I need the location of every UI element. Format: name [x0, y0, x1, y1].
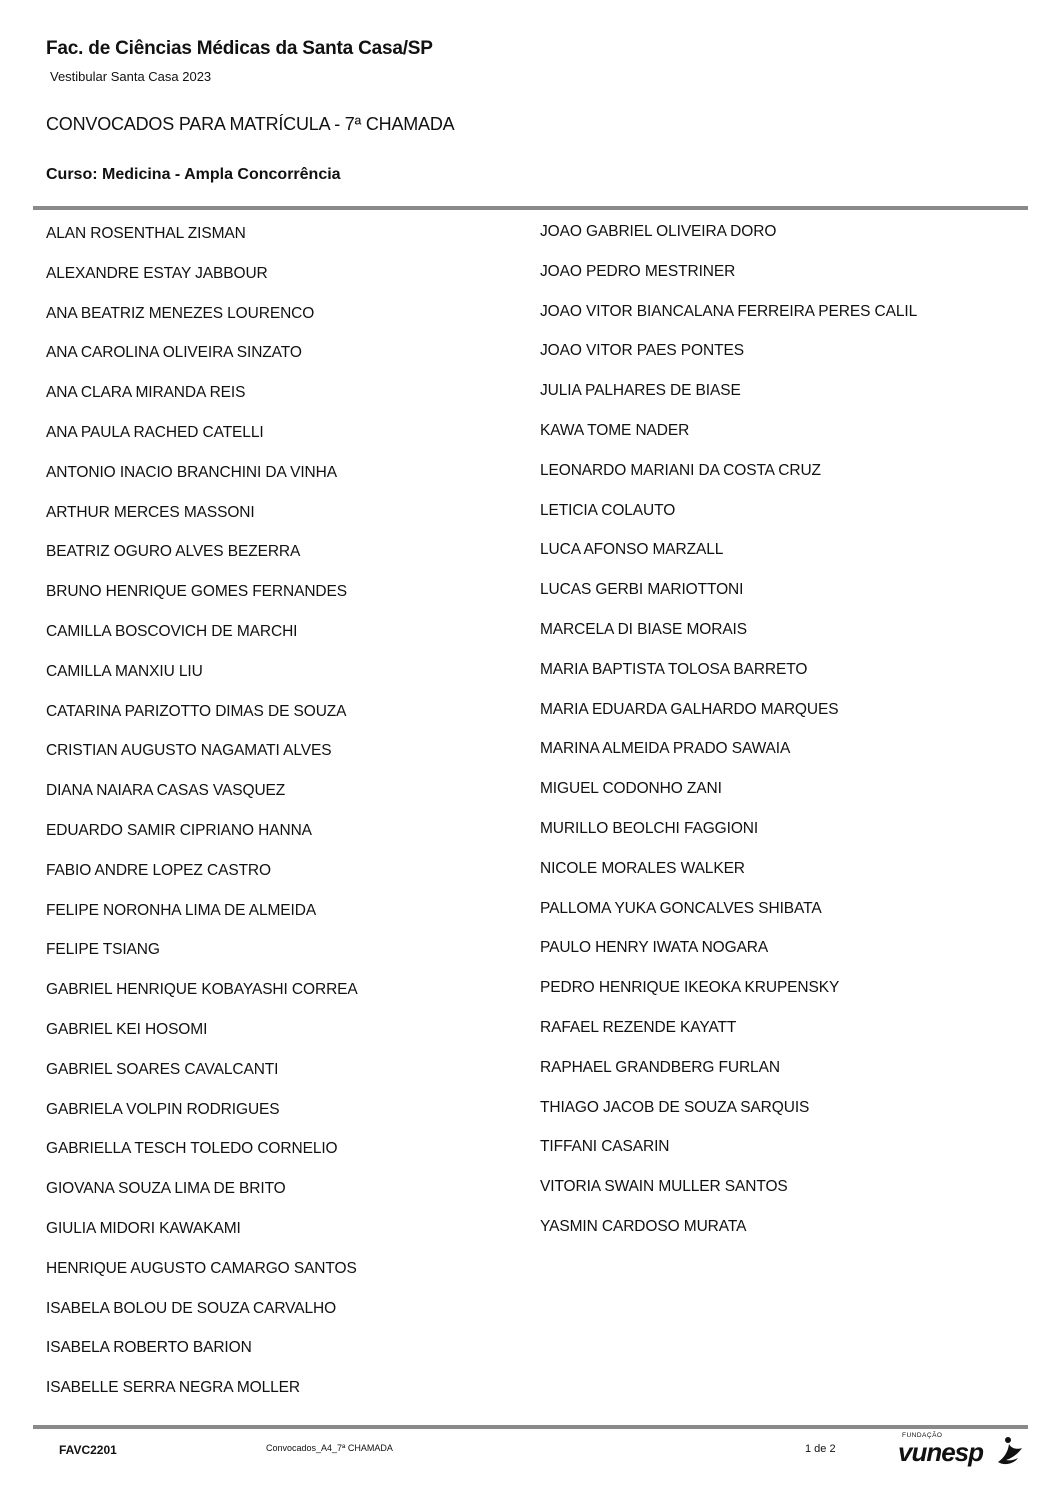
footer-document-name: Convocados_A4_7ª CHAMADA	[266, 1443, 393, 1453]
candidate-name: EDUARDO SAMIR CIPRIANO HANNA	[46, 821, 312, 839]
candidate-name: CAMILLA BOSCOVICH DE MARCHI	[46, 622, 298, 640]
candidate-name: THIAGO JACOB DE SOUZA SARQUIS	[540, 1098, 810, 1116]
candidate-name: ANA PAULA RACHED CATELLI	[46, 423, 264, 441]
candidate-name: ISABELA BOLOU DE SOUZA CARVALHO	[46, 1299, 337, 1317]
candidate-name: FELIPE NORONHA LIMA DE ALMEIDA	[46, 901, 317, 919]
logo-wordmark: vunesp	[898, 1437, 984, 1467]
candidate-name: CAMILLA MANXIU LIU	[46, 662, 203, 680]
candidate-name: NICOLE MORALES WALKER	[540, 859, 745, 877]
candidate-name: PAULO HENRY IWATA NOGARA	[540, 939, 769, 957]
candidate-name: MARIA EDUARDA GALHARDO MARQUES	[540, 700, 839, 718]
candidate-name: ALEXANDRE ESTAY JABBOUR	[46, 264, 268, 282]
call-title: CONVOCADOS PARA MATRÍCULA - 7ª CHAMADA	[46, 114, 455, 134]
candidate-name: CATARINA PARIZOTTO DIMAS DE SOUZA	[46, 702, 347, 720]
candidate-name: GIOVANA SOUZA LIMA DE BRITO	[46, 1180, 286, 1198]
top-divider	[33, 206, 1028, 210]
candidate-name: JOAO VITOR BIANCALANA FERREIRA PERES CALIL	[540, 302, 918, 320]
course-title: Curso: Medicina - Ampla Concorrência	[46, 166, 341, 183]
candidate-name: JOAO PEDRO MESTRINER	[540, 262, 736, 280]
candidate-name: MURILLO BEOLCHI FAGGIONI	[540, 819, 759, 837]
candidate-name: FELIPE TSIANG	[46, 941, 160, 959]
footer-code: FAVC2201	[59, 1443, 117, 1457]
candidate-name: JULIA PALHARES DE BIASE	[540, 382, 741, 400]
candidate-name: PALLOMA YUKA GONCALVES SHIBATA	[540, 899, 822, 917]
bottom-divider	[33, 1425, 1028, 1429]
candidate-name: YASMIN CARDOSO MURATA	[540, 1217, 747, 1235]
candidate-name: FABIO ANDRE LOPEZ CASTRO	[46, 861, 271, 879]
candidate-name: CRISTIAN AUGUSTO NAGAMATI ALVES	[46, 742, 332, 760]
candidate-name: GABRIEL KEI HOSOMI	[46, 1020, 208, 1038]
candidate-name: PEDRO HENRIQUE IKEOKA KRUPENSKY	[540, 979, 840, 997]
candidate-name: MIGUEL CODONHO ZANI	[540, 780, 722, 798]
candidate-name: BRUNO HENRIQUE GOMES FERNANDES	[46, 583, 348, 601]
candidate-name: ANTONIO INACIO BRANCHINI DA VINHA	[46, 463, 337, 481]
names-list-left	[46, 224, 358, 1418]
candidate-name: LEONARDO MARIANI DA COSTA CRUZ	[540, 461, 821, 479]
candidate-name: HENRIQUE AUGUSTO CAMARGO SANTOS	[46, 1259, 357, 1277]
candidate-name: MARCELA DI BIASE MORAIS	[540, 620, 748, 638]
candidate-name: JOAO VITOR PAES PONTES	[540, 342, 744, 360]
candidate-name: GABRIEL SOARES CAVALCANTI	[46, 1060, 279, 1078]
candidate-name: ANA BEATRIZ MENEZES LOURENCO	[46, 304, 315, 322]
institution-title: Fac. de Ciências Médicas da Santa Casa/SP	[46, 38, 433, 59]
candidate-name: DIANA NAIARA CASAS VASQUEZ	[46, 782, 286, 800]
candidate-name: GIULIA MIDORI KAWAKAMI	[46, 1219, 241, 1237]
candidate-name: KAWA TOME NADER	[540, 421, 690, 439]
candidate-name: ANA CAROLINA OLIVEIRA SINZATO	[46, 344, 302, 362]
candidate-name: RAPHAEL GRANDBERG FURLAN	[540, 1058, 780, 1076]
candidate-name: VITORIA SWAIN MULLER SANTOS	[540, 1178, 788, 1196]
candidate-name: ALAN ROSENTHAL ZISMAN	[46, 225, 246, 242]
candidate-name: TIFFANI CASARIN	[540, 1138, 670, 1156]
candidate-name: GABRIELA VOLPIN RODRIGUES	[46, 1100, 280, 1118]
candidate-name: ISABELLE SERRA NEGRA MOLLER	[46, 1379, 301, 1397]
candidate-name: ANA CLARA MIRANDA REIS	[46, 384, 246, 402]
candidate-name: LUCA AFONSO MARZALL	[540, 541, 724, 559]
candidate-name: LUCAS GERBI MARIOTTONI	[540, 581, 744, 599]
candidate-name: RAFAEL REZENDE KAYATT	[540, 1018, 737, 1036]
candidate-name: GABRIELLA TESCH TOLEDO CORNELIO	[46, 1140, 338, 1158]
candidate-name: ARTHUR MERCES MASSONI	[46, 503, 255, 521]
exam-subtitle: Vestibular Santa Casa 2023	[50, 69, 212, 84]
candidate-name: LETICIA COLAUTO	[540, 501, 676, 519]
logo-foundation-label: FUNDAÇÃO	[902, 1432, 943, 1439]
footer-page-number: 1 de 2	[805, 1443, 836, 1455]
candidate-name: BEATRIZ OGURO ALVES BEZERRA	[46, 543, 301, 561]
names-list-right	[540, 222, 917, 1257]
candidate-name: GABRIEL HENRIQUE KOBAYASHI CORREA	[46, 981, 358, 999]
bird-icon	[994, 1434, 1024, 1466]
candidate-name: MARIA BAPTISTA TOLOSA BARRETO	[540, 660, 808, 678]
vunesp-logo	[898, 1432, 1026, 1474]
candidate-name: ISABELA ROBERTO BARION	[46, 1339, 252, 1357]
candidate-name: JOAO GABRIEL OLIVEIRA DORO	[540, 223, 777, 240]
candidate-name: MARINA ALMEIDA PRADO SAWAIA	[540, 740, 791, 758]
